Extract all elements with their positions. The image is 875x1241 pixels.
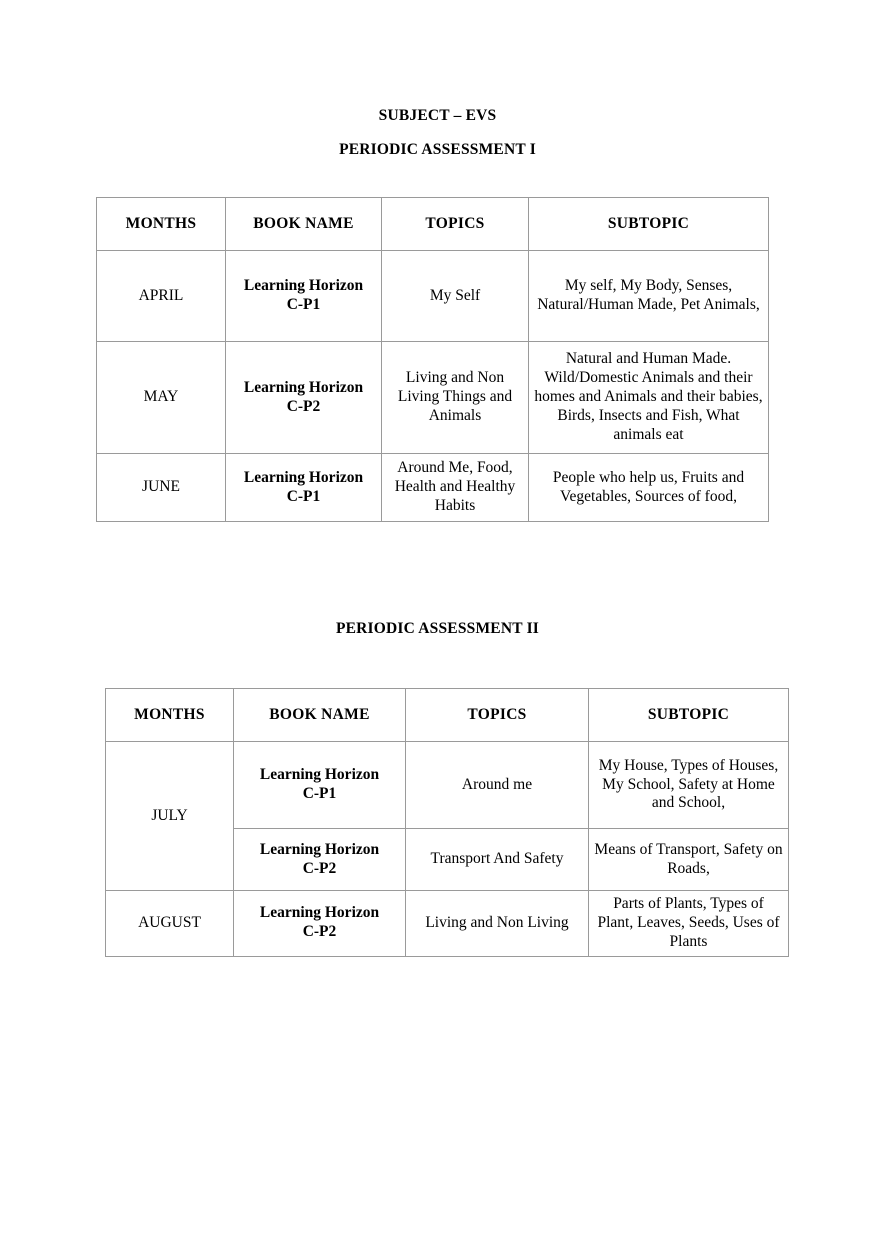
book-title-line: Learning Horizon [243, 468, 364, 486]
table-row [97, 454, 769, 522]
cell-book-name [226, 342, 382, 454]
book-title-line: Learning Horizon [259, 766, 380, 784]
cell-month: MAY [97, 342, 226, 454]
cell-topics: My Self [382, 251, 529, 342]
column-header-months: MONTHS [97, 198, 226, 251]
table-row [97, 251, 769, 342]
cell-book-name [234, 742, 406, 829]
subject-heading: SUBJECT – EVS [378, 107, 497, 124]
book-title-line: Learning Horizon [243, 378, 364, 396]
cell-month: JUNE [97, 454, 226, 522]
cell-subtopic: People who help us, Fruits and Vegetables, Sources of food, [529, 454, 769, 522]
cell-topics: Transport And Safety [406, 829, 589, 891]
cell-topics: Living and Non Living [406, 891, 589, 957]
cell-topics: Around me [406, 742, 589, 829]
periodic-assessment-1-table [96, 197, 769, 522]
book-title-line: Learning Horizon [259, 904, 380, 922]
periodic-assessment-1-heading: PERIODIC ASSESSMENT I [339, 141, 536, 158]
table-row [106, 742, 789, 829]
book-code-line: C-P1 [286, 487, 321, 505]
cell-subtopic: My House, Types of Houses, My School, Safety at Home and School, [589, 742, 789, 829]
cell-book-name [234, 891, 406, 957]
book-title-line: Learning Horizon [243, 277, 364, 295]
book-code-line: C-P2 [302, 859, 337, 877]
cell-subtopic: My self, My Body, Senses, Natural/Human Made, Pet Animals, [529, 251, 769, 342]
periodic-assessment-2-heading: PERIODIC ASSESSMENT II [335, 620, 540, 637]
cell-topics: Living and Non Living Things and Animals [382, 342, 529, 454]
periodic-assessment-2-table [105, 688, 789, 957]
column-header-topics: TOPICS [382, 198, 529, 251]
cell-book-name [234, 829, 406, 891]
column-header-subtopic: SUBTOPIC [529, 198, 769, 251]
column-header-book-name: BOOK NAME [226, 198, 382, 251]
cell-book-name [226, 454, 382, 522]
cell-subtopic: Parts of Plants, Types of Plant, Leaves, Seeds, Uses of Plants [589, 891, 789, 957]
book-title-line: Learning Horizon [259, 840, 380, 858]
column-header-months: MONTHS [106, 689, 234, 742]
cell-month: APRIL [97, 251, 226, 342]
column-header-topics: TOPICS [406, 689, 589, 742]
cell-book-name [226, 251, 382, 342]
table-header-row [97, 198, 769, 251]
book-code-line: C-P1 [302, 785, 337, 802]
table-row [97, 342, 769, 454]
cell-subtopic: Natural and Human Made. Wild/Domestic Animals and their homes and Animals and their babies, Birds, Insects and Fish, What animals eat [529, 342, 769, 454]
column-header-book-name: BOOK NAME [234, 689, 406, 742]
table-header-row [106, 689, 789, 742]
column-header-subtopic: SUBTOPIC [589, 689, 789, 742]
cell-month: AUGUST [106, 891, 234, 957]
table-row [106, 891, 789, 957]
cell-subtopic: Means of Transport, Safety on Roads, [589, 829, 789, 891]
book-code-line: C-P2 [302, 923, 337, 941]
cell-topics: Around Me, Food, Health and Healthy Habits [382, 454, 529, 522]
book-code-line: C-P1 [286, 296, 321, 313]
book-code-line: C-P2 [286, 397, 321, 415]
cell-month: JULY [106, 742, 234, 891]
